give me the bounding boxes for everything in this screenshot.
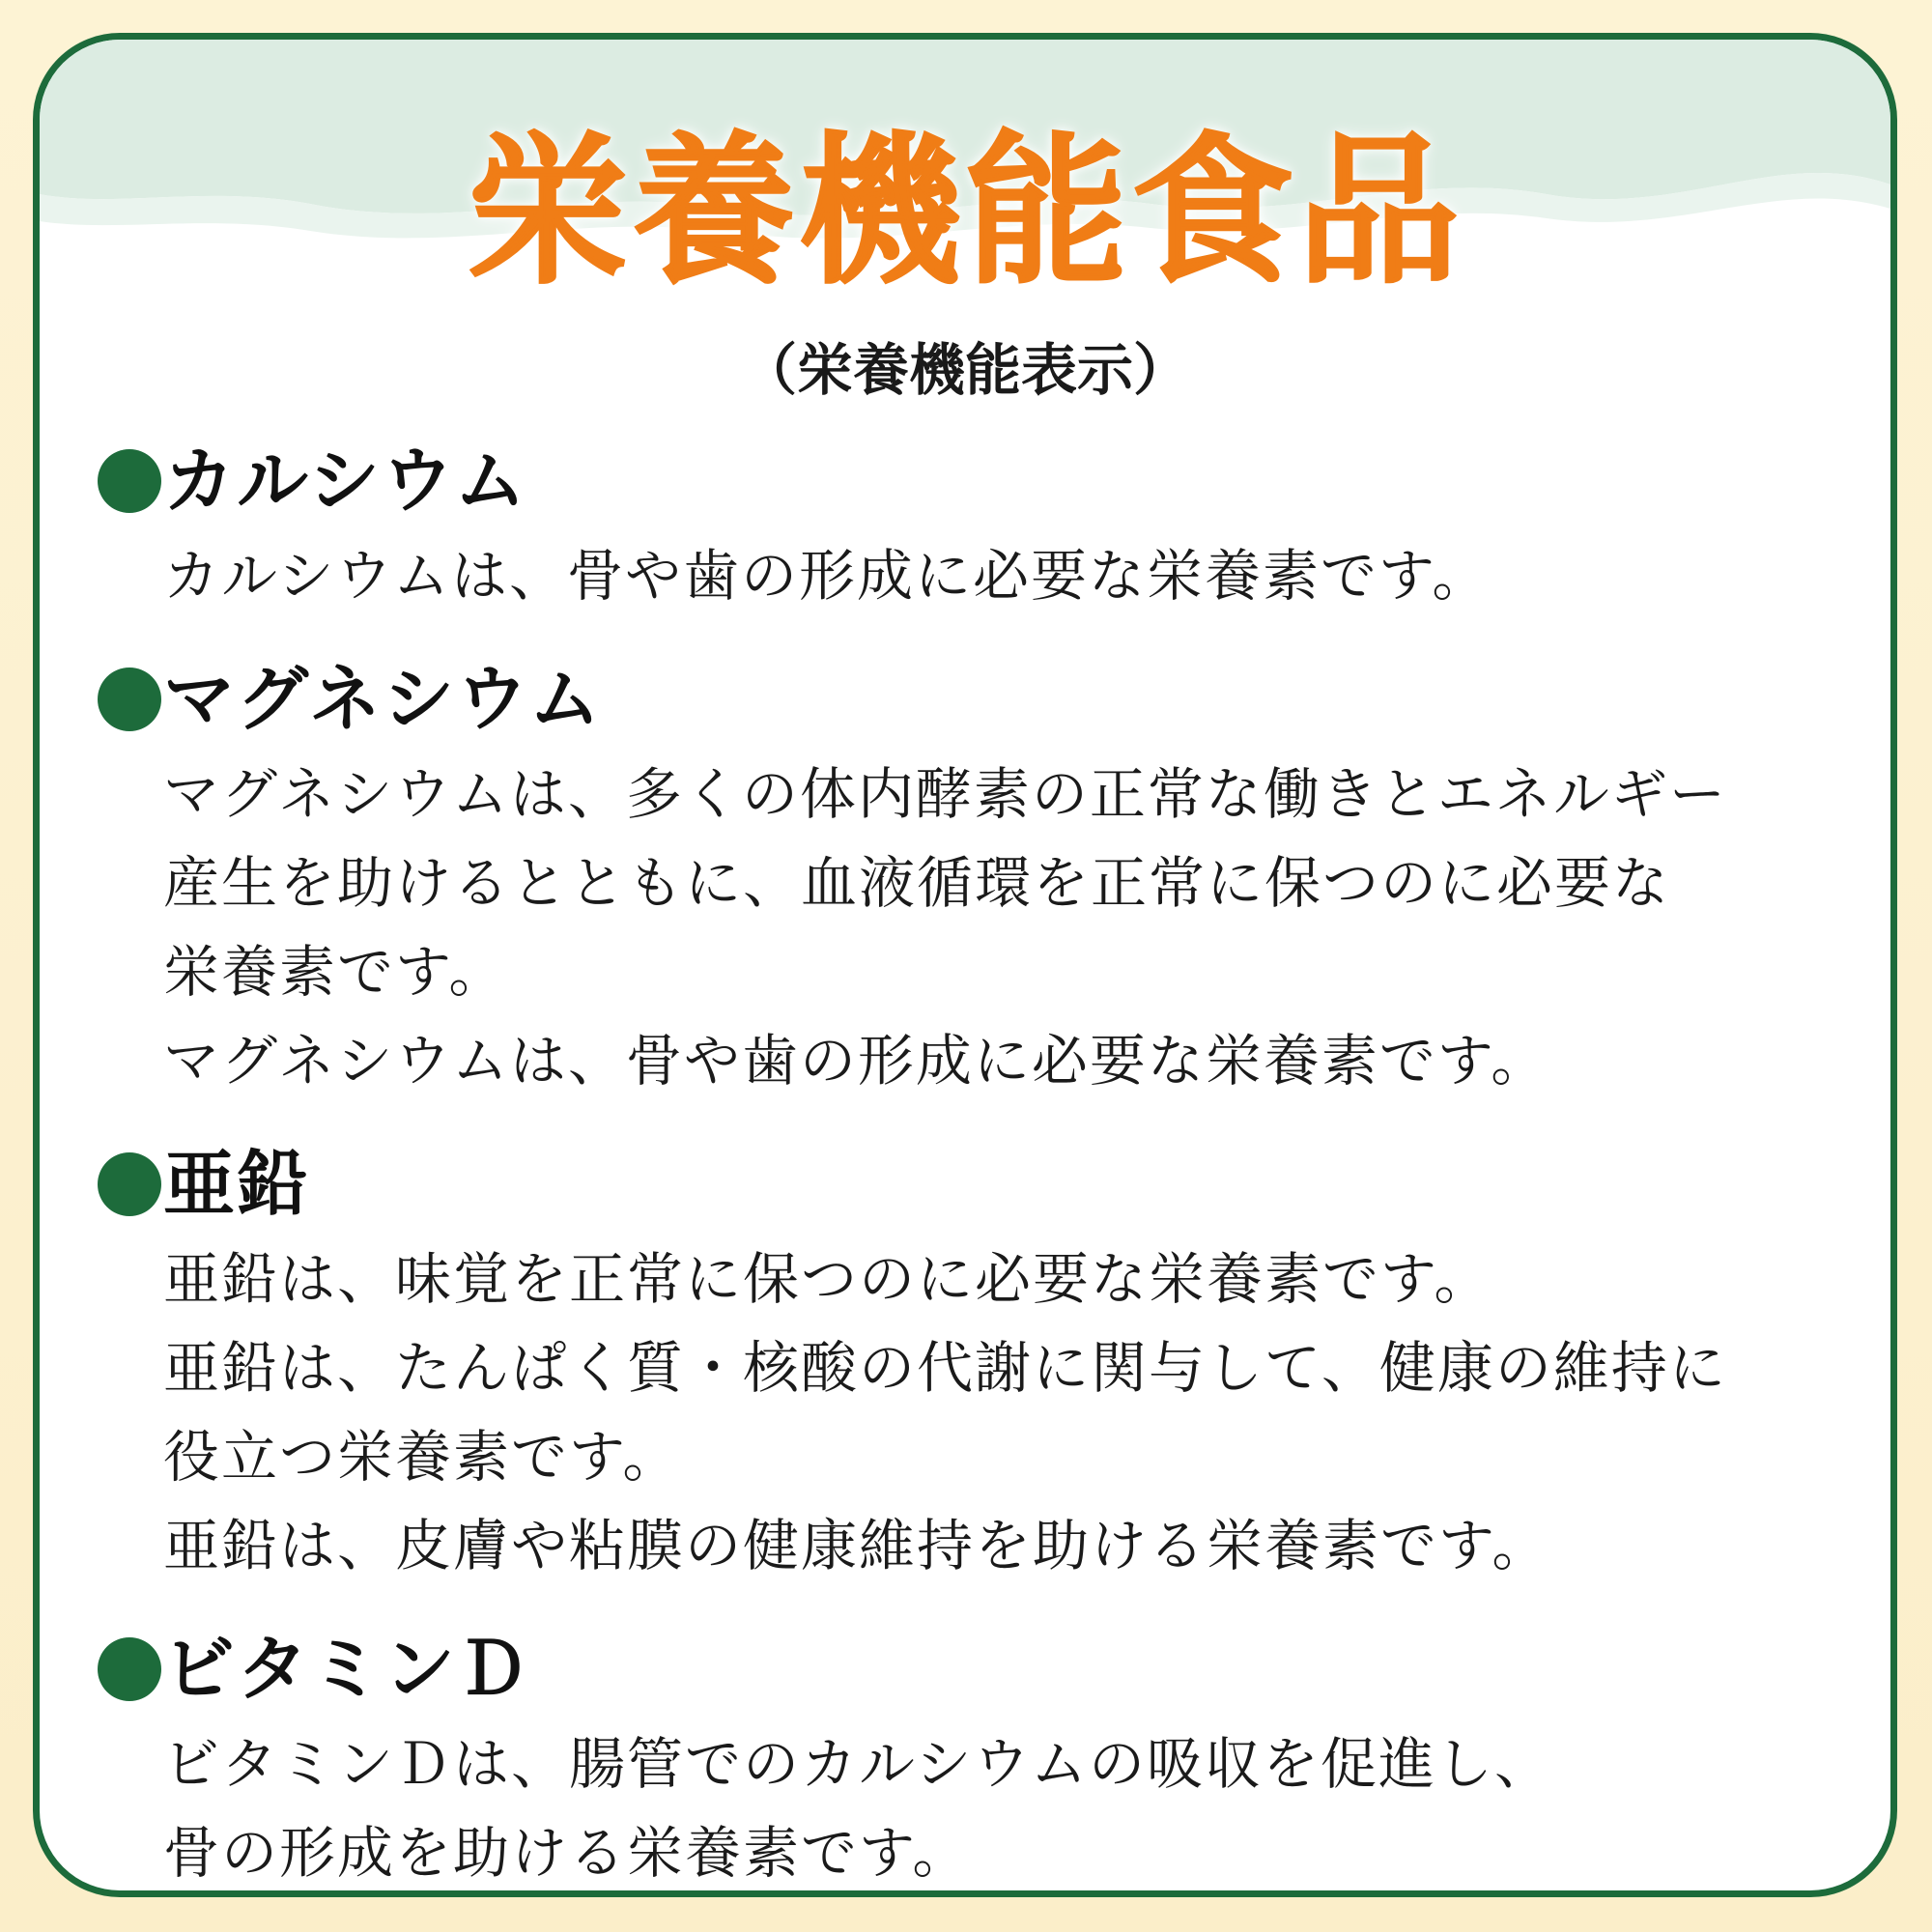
section-vitamin-d (98, 1619, 1836, 1897)
bullet-icon (98, 668, 161, 731)
page-title: 栄養機能食品 (467, 117, 1463, 306)
body-line: マグネシウムは、多くの体内酵素の正常な働きとエネルギー (163, 761, 1727, 827)
section-body (98, 531, 1836, 620)
section-header (98, 431, 1836, 531)
section-body (98, 1719, 1836, 1897)
bullet-icon (98, 449, 161, 513)
section-title: マグネシウム (163, 658, 603, 741)
section-title: ビタミンＤ (163, 1628, 530, 1711)
body-line: 亜鉛は、たんぱく質・核酸の代謝に関与して、健康の維持に (163, 1335, 1727, 1401)
page-subtitle: （栄養機能表示） (740, 337, 1189, 403)
body-line: 役立つ栄養素です。 (163, 1424, 681, 1490)
section-header (98, 1134, 1836, 1235)
section-body (98, 1235, 1836, 1590)
section-calcium (98, 431, 1836, 620)
body-line: 産生を助けるとともに、血液循環を正常に保つのに必要な (163, 850, 1671, 916)
nutrient-sections (98, 431, 1836, 1897)
section-magnesium (98, 649, 1836, 1105)
section-title: 亜鉛 (163, 1143, 310, 1226)
section-zinc (98, 1134, 1836, 1590)
section-body (98, 750, 1836, 1105)
body-line: 亜鉛は、味覚を正常に保つのに必要な栄養素です。 (163, 1246, 1492, 1312)
body-line: ビタミンＤは、腸管でのカルシウムの吸収を促進し、 (163, 1731, 1552, 1797)
section-title: カルシウム (163, 440, 528, 523)
body-line: カルシウムは、骨や歯の形成に必要な栄養素です。 (163, 543, 1491, 609)
body-line: 栄養素です。 (163, 939, 507, 1005)
section-header (98, 1619, 1836, 1719)
section-header (98, 649, 1836, 750)
info-card (33, 33, 1897, 1897)
body-line: 骨の形成を助ける栄養素です。 (163, 1820, 971, 1886)
body-line: マグネシウムは、骨や歯の形成に必要な栄養素です。 (163, 1028, 1549, 1094)
body-line: 亜鉛は、皮膚や粘膜の健康維持を助ける栄養素です。 (163, 1513, 1550, 1578)
bullet-icon (98, 1152, 161, 1216)
bullet-icon (98, 1637, 161, 1701)
